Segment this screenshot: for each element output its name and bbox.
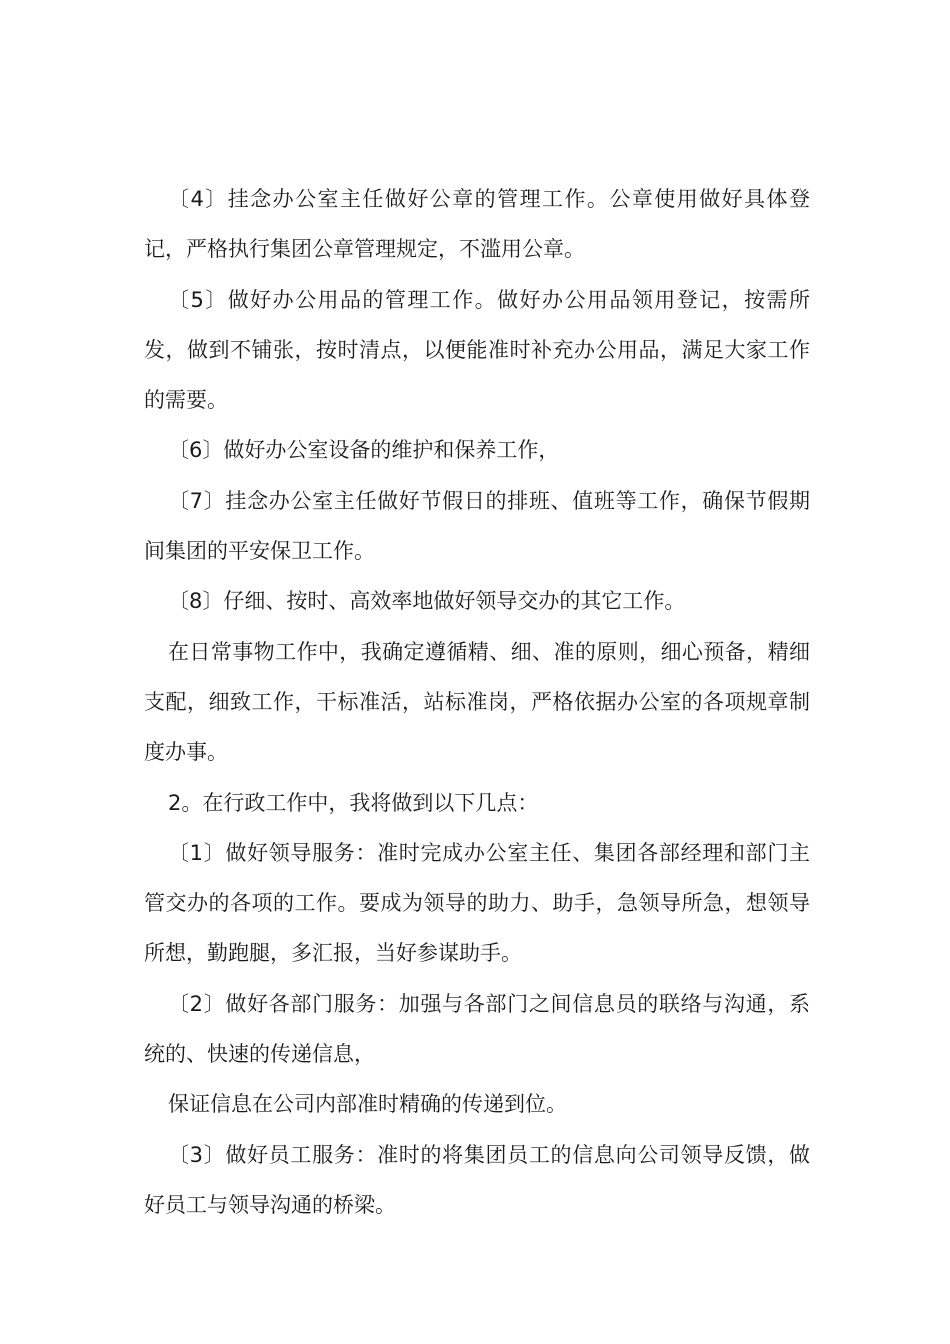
paragraph-information-delivery: 保证信息在公司内部准时精确的传递到位。 xyxy=(168,1092,567,1117)
paragraph-section-2-heading: 2。在行政工作中，我将做到以下几点： xyxy=(168,790,539,815)
paragraph-item-1-leader-service: 〔1〕做好领导服务：准时完成办公室主任、集团各部经理和部门主管交办的各项的工作。要成为领导的助力、助手，急领导所急，想领导所想，勤跑腿，多汇报，当好参谋助手。 xyxy=(144,840,810,966)
paragraph-item-4-seal-management: 〔4〕挂念办公室主任做好公章的管理工作。公章使用做好具体登记，严格执行集团公章管理规定，不滥用公章。 xyxy=(144,187,810,262)
paragraph-item-8-other-tasks: 〔8〕仔细、按时、高效率地做好领导交办的其它工作。 xyxy=(168,589,686,614)
paragraph-daily-work-principles: 在日常事物工作中，我确定遵循精、细、准的原则，细心预备，精细支配，细致工作，干标准活，站标准岗，严格依据办公室的各项规章制度办事。 xyxy=(144,639,810,765)
paragraph-item-7-holiday-duty: 〔7〕挂念办公室主任做好节假日的排班、值班等工作，确保节假期间集团的平安保卫工作。 xyxy=(144,488,810,564)
paragraph-item-3-employee-service: 〔3〕做好员工服务：准时的将集团员工的信息向公司领导反馈，做好员工与领导沟通的桥梁。 xyxy=(144,1142,810,1217)
document-body xyxy=(144,174,810,1230)
paragraph-item-2-department-service: 〔2〕做好各部门服务：加强与各部门之间信息员的联络与沟通，系统的、快速的传递信息， xyxy=(144,991,810,1067)
paragraph-item-5-office-supplies: 〔5〕做好办公用品的管理工作。做好办公用品领用登记，按需所发，做到不铺张，按时清点，以便能准时补充办公用品，满足大家工作的需要。 xyxy=(144,287,810,413)
paragraph-item-6-equipment-maintenance: 〔6〕做好办公室设备的维护和保养工作， xyxy=(168,438,560,463)
